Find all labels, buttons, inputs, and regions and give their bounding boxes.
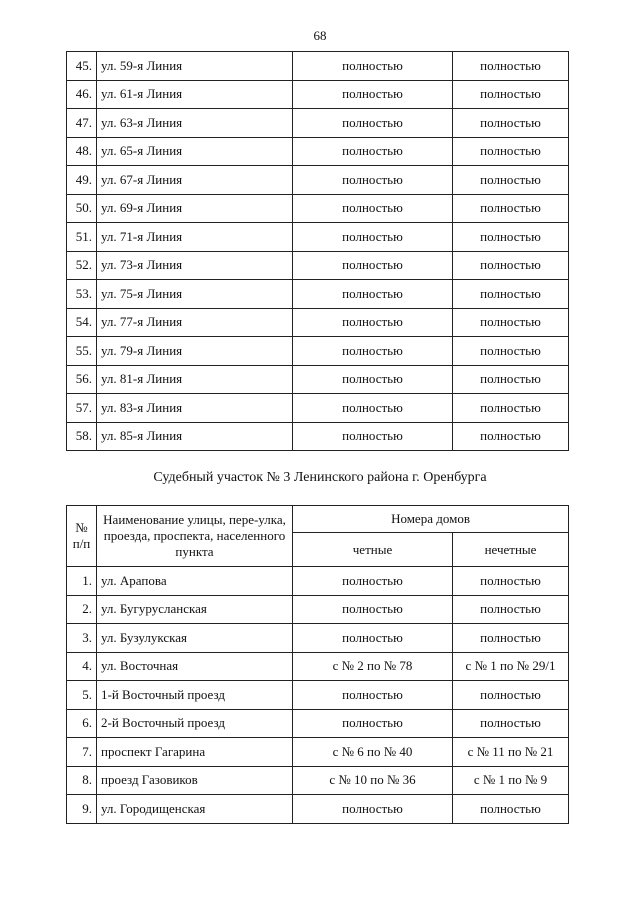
header-even: четные bbox=[293, 533, 453, 567]
street-name: ул. 77-я Линия bbox=[97, 308, 293, 337]
table-row bbox=[67, 652, 569, 681]
streets-table-body bbox=[67, 567, 569, 824]
street-name: ул. 65-я Линия bbox=[97, 137, 293, 166]
street-name: ул. 63-я Линия bbox=[97, 109, 293, 138]
odd-houses: полностью bbox=[453, 567, 569, 596]
table-header bbox=[67, 506, 569, 567]
street-name: ул. Бугурусланская bbox=[97, 595, 293, 624]
row-number: 3. bbox=[67, 624, 97, 653]
row-number: 55. bbox=[67, 337, 97, 366]
odd-houses: полностью bbox=[453, 365, 569, 394]
odd-houses: полностью bbox=[453, 109, 569, 138]
table-row bbox=[67, 109, 569, 138]
table-row bbox=[67, 709, 569, 738]
odd-houses: с № 11 по № 21 bbox=[453, 738, 569, 767]
even-houses: полностью bbox=[293, 80, 453, 109]
row-number: 57. bbox=[67, 394, 97, 423]
odd-houses: полностью bbox=[453, 795, 569, 824]
row-number: 54. bbox=[67, 308, 97, 337]
odd-houses: полностью bbox=[453, 394, 569, 423]
table-row bbox=[67, 223, 569, 252]
streets-table-district-3 bbox=[66, 505, 569, 824]
odd-houses: полностью bbox=[453, 709, 569, 738]
page-number: 68 bbox=[313, 28, 327, 43]
table-row bbox=[67, 567, 569, 596]
odd-houses: полностью bbox=[453, 166, 569, 195]
section-heading: Судебный участок № 3 Ленинского района г. Оренбурга bbox=[153, 470, 487, 485]
odd-houses: полностью bbox=[453, 595, 569, 624]
row-number: 53. bbox=[67, 280, 97, 309]
even-houses: с № 10 по № 36 bbox=[293, 766, 453, 795]
row-number: 6. bbox=[67, 709, 97, 738]
even-houses: полностью bbox=[293, 595, 453, 624]
row-number: 1. bbox=[67, 567, 97, 596]
even-houses: полностью bbox=[293, 337, 453, 366]
table-row bbox=[67, 280, 569, 309]
table-row bbox=[67, 738, 569, 767]
table-row bbox=[67, 795, 569, 824]
street-name: 2-й Восточный проезд bbox=[97, 709, 293, 738]
even-houses: полностью bbox=[293, 52, 453, 81]
odd-houses: полностью bbox=[453, 137, 569, 166]
row-number: 8. bbox=[67, 766, 97, 795]
row-number: 52. bbox=[67, 251, 97, 280]
header-house-numbers: Номера домов bbox=[293, 506, 569, 533]
table-row bbox=[67, 308, 569, 337]
table-row bbox=[67, 80, 569, 109]
street-name: ул. 73-я Линия bbox=[97, 251, 293, 280]
street-name: ул. 75-я Линия bbox=[97, 280, 293, 309]
header-number: № п/п bbox=[67, 506, 97, 567]
street-name: ул. 71-я Линия bbox=[97, 223, 293, 252]
even-houses: полностью bbox=[293, 137, 453, 166]
street-name: ул. 85-я Линия bbox=[97, 422, 293, 451]
street-name: ул. 67-я Линия bbox=[97, 166, 293, 195]
street-name: ул. 79-я Линия bbox=[97, 337, 293, 366]
odd-houses: полностью bbox=[453, 308, 569, 337]
odd-houses: полностью bbox=[453, 624, 569, 653]
odd-houses: полностью bbox=[453, 681, 569, 710]
even-houses: полностью bbox=[293, 280, 453, 309]
streets-table-body bbox=[67, 52, 569, 451]
table-row bbox=[67, 194, 569, 223]
row-number: 48. bbox=[67, 137, 97, 166]
street-name: ул. Бузулукская bbox=[97, 624, 293, 653]
odd-houses: с № 1 по № 29/1 bbox=[453, 652, 569, 681]
street-name: ул. Арапова bbox=[97, 567, 293, 596]
street-name: ул. Восточная bbox=[97, 652, 293, 681]
header-street-name: Наименование улицы, пере-улка, проезда, проспекта, населенного пункта bbox=[97, 506, 293, 567]
table-row bbox=[67, 365, 569, 394]
street-name: ул. 81-я Линия bbox=[97, 365, 293, 394]
table-row bbox=[67, 624, 569, 653]
even-houses: полностью bbox=[293, 681, 453, 710]
row-number: 7. bbox=[67, 738, 97, 767]
row-number: 58. bbox=[67, 422, 97, 451]
table-row bbox=[67, 394, 569, 423]
odd-houses: полностью bbox=[453, 80, 569, 109]
street-name: 1-й Восточный проезд bbox=[97, 681, 293, 710]
odd-houses: полностью bbox=[453, 52, 569, 81]
odd-houses: полностью bbox=[453, 223, 569, 252]
table-row bbox=[67, 251, 569, 280]
even-houses: полностью bbox=[293, 709, 453, 738]
even-houses: полностью bbox=[293, 394, 453, 423]
row-number: 56. bbox=[67, 365, 97, 394]
row-number: 46. bbox=[67, 80, 97, 109]
table-row bbox=[67, 337, 569, 366]
street-name: ул. 69-я Линия bbox=[97, 194, 293, 223]
odd-houses: полностью bbox=[453, 280, 569, 309]
streets-table-continued bbox=[66, 51, 569, 451]
table-row bbox=[67, 766, 569, 795]
even-houses: полностью bbox=[293, 194, 453, 223]
row-number: 5. bbox=[67, 681, 97, 710]
row-number: 4. bbox=[67, 652, 97, 681]
street-name: проспект Гагарина bbox=[97, 738, 293, 767]
even-houses: полностью bbox=[293, 251, 453, 280]
odd-houses: полностью bbox=[453, 251, 569, 280]
odd-houses: полностью bbox=[453, 337, 569, 366]
table-row bbox=[67, 681, 569, 710]
street-name: ул. Городищенская bbox=[97, 795, 293, 824]
even-houses: полностью bbox=[293, 166, 453, 195]
street-name: ул. 59-я Линия bbox=[97, 52, 293, 81]
odd-houses: полностью bbox=[453, 422, 569, 451]
row-number: 50. bbox=[67, 194, 97, 223]
row-number: 2. bbox=[67, 595, 97, 624]
row-number: 45. bbox=[67, 52, 97, 81]
street-name: проезд Газовиков bbox=[97, 766, 293, 795]
table-row bbox=[67, 52, 569, 81]
row-number: 51. bbox=[67, 223, 97, 252]
even-houses: с № 6 по № 40 bbox=[293, 738, 453, 767]
table-row bbox=[67, 137, 569, 166]
even-houses: полностью bbox=[293, 624, 453, 653]
odd-houses: полностью bbox=[453, 194, 569, 223]
row-number: 47. bbox=[67, 109, 97, 138]
even-houses: полностью bbox=[293, 422, 453, 451]
table-row bbox=[67, 166, 569, 195]
even-houses: полностью bbox=[293, 109, 453, 138]
street-name: ул. 83-я Линия bbox=[97, 394, 293, 423]
even-houses: полностью bbox=[293, 567, 453, 596]
even-houses: полностью bbox=[293, 795, 453, 824]
even-houses: полностью bbox=[293, 308, 453, 337]
table-row bbox=[67, 595, 569, 624]
header-odd: нечетные bbox=[453, 533, 569, 567]
odd-houses: с № 1 по № 9 bbox=[453, 766, 569, 795]
even-houses: полностью bbox=[293, 365, 453, 394]
row-number: 9. bbox=[67, 795, 97, 824]
even-houses: с № 2 по № 78 bbox=[293, 652, 453, 681]
row-number: 49. bbox=[67, 166, 97, 195]
table-row bbox=[67, 422, 569, 451]
even-houses: полностью bbox=[293, 223, 453, 252]
street-name: ул. 61-я Линия bbox=[97, 80, 293, 109]
